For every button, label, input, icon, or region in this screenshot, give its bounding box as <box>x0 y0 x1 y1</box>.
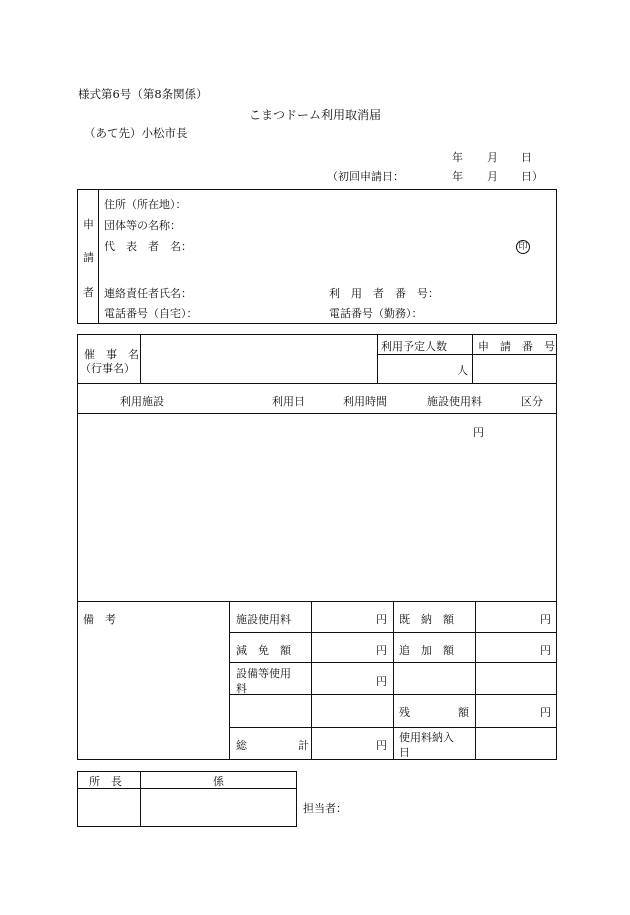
payment-date-label: 使用料納入 <box>399 731 454 744</box>
persons-unit: 人 <box>457 364 468 377</box>
facility-fee-label: 施設使用料 <box>236 613 291 626</box>
equipment-fee-label: 設備等使用 <box>236 667 291 680</box>
event-name-label-sub: （行事名） <box>80 362 135 375</box>
col-use-time: 利用時間 <box>343 395 387 408</box>
initial-date-month: 月 <box>487 170 498 183</box>
application-number-label: 申 請 番 号 <box>478 340 555 353</box>
event-name-label: 催 事 名 <box>84 348 139 361</box>
seal-mark: 印 <box>516 240 530 254</box>
balance-label-2: 額 <box>458 706 469 719</box>
col-use-date: 利用日 <box>272 395 305 408</box>
discount-yen-unit: 円 <box>376 644 387 657</box>
facility-fee-yen: 円 <box>473 426 484 439</box>
initial-date-year: 年 <box>452 170 463 183</box>
form-title: こまつドーム利用取消届 <box>249 108 382 122</box>
org-name-label: 団体等の名称： <box>104 219 181 232</box>
discount-label: 減 免 額 <box>236 644 291 657</box>
phone-work-label: 電話番号（勤務）： <box>329 307 423 320</box>
addressee: （あて先）小松市長 <box>84 126 188 140</box>
director-label: 所 長 <box>89 775 122 788</box>
col-facility: 利用施設 <box>120 395 164 408</box>
user-number-label: 利 用 者 番 号： <box>329 287 439 300</box>
contact-person-label: 連絡責任者氏名： <box>104 287 192 300</box>
planned-users-label: 利用予定人数 <box>381 340 447 353</box>
total-label: 総 <box>236 739 247 752</box>
total-label-2: 計 <box>298 739 309 752</box>
staff-label: 係 <box>213 775 224 788</box>
date-day: 日 <box>521 151 532 164</box>
col-facility-fee: 施設使用料 <box>427 395 482 408</box>
date-year: 年 <box>452 151 463 164</box>
applicant-side-char-3: 者 <box>83 286 94 299</box>
applicant-side-char-1: 申 <box>83 218 94 231</box>
initial-date-day: 日） <box>521 170 543 183</box>
phone-home-label: 電話番号（自宅）： <box>104 307 198 320</box>
initial-date-label: （初回申請日： <box>327 170 404 183</box>
remarks-label: 備 考 <box>83 613 116 626</box>
representative-label: 代 表 者 名： <box>104 240 192 253</box>
address-label: 住所（所在地）： <box>104 198 187 211</box>
balance-label: 残 <box>399 706 410 719</box>
additional-label: 追 加 額 <box>399 644 454 657</box>
total-yen-unit: 円 <box>376 739 387 752</box>
paid-yen-unit: 円 <box>540 613 551 626</box>
payment-date-label-2: 日 <box>399 746 410 759</box>
person-in-charge-label: 担当者： <box>303 802 347 815</box>
date-month: 月 <box>487 151 498 164</box>
paid-label: 既 納 額 <box>399 613 454 626</box>
balance-yen-unit: 円 <box>540 706 551 719</box>
applicant-side-char-2: 請 <box>83 251 94 264</box>
equipment-fee-yen-unit: 円 <box>376 675 387 688</box>
equipment-fee-label-2: 料 <box>236 682 247 695</box>
additional-yen-unit: 円 <box>540 644 551 657</box>
facility-fee-yen-unit: 円 <box>376 613 387 626</box>
col-category: 区分 <box>521 395 543 408</box>
form-number: 様式第6号（第8条関係） <box>78 87 208 101</box>
